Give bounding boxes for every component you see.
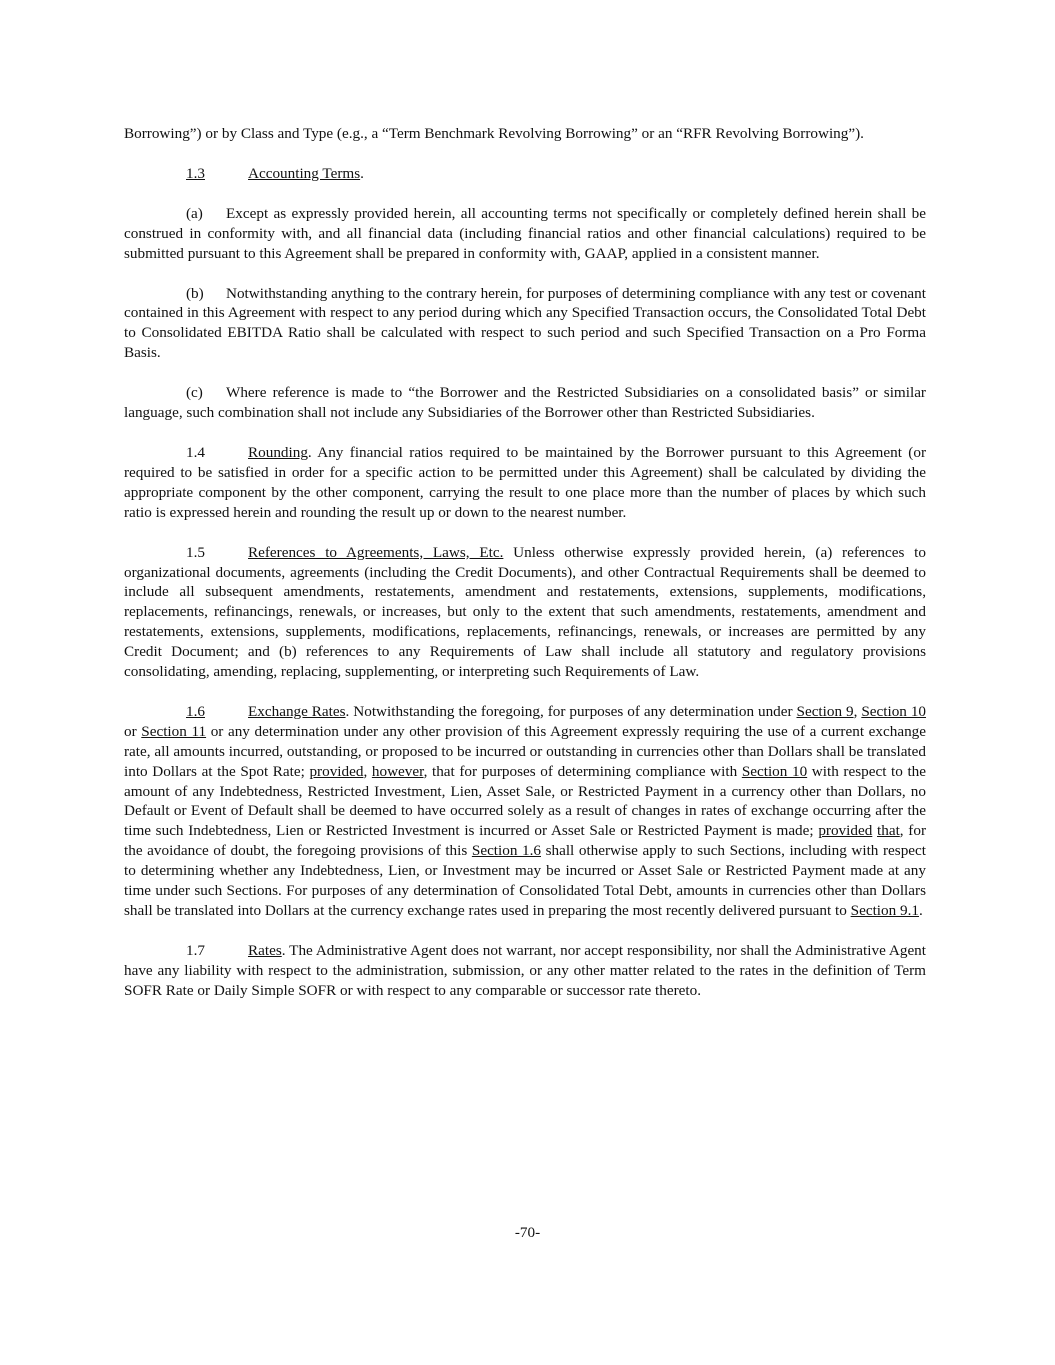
section-1-4-text: . Any financial ratios required to be maintained by the Borrower pursuant to this Agreement (or required to be satisfied in order for a specific action to be permitted under this Agreement) shall be calculated by dividing the appropriate component by the other component, carrying the result to one place more than the number of places by which such ratio is expressed herein and rounding the result up or down to the nearest number. [124,443,926,521]
section-1-3-period: . [360,164,364,182]
provided-term: provided [309,762,364,780]
section-1-6-reference[interactable]: Section 1.6 [471,842,541,860]
section-1-6-text-3: or [124,722,142,740]
section-1-3-c-text: Where reference is made to “the Borrower and the Restricted Subsidiaries on a consolidated basis” or similar language, such combination shall not include any Subsidiaries of the Borrower other than Restricted Subsidiaries. [124,384,926,422]
section-1-6-text-1: . Notwithstanding the foregoing, for purposes of any determination under [345,702,797,720]
section-1-6 [124,702,926,921]
section-1-6-text-5: , [363,762,372,780]
section-1-4-title: Rounding [248,443,308,461]
section-1-3-c-label: (c) [186,384,203,402]
however-term: however [371,762,424,780]
section-1-3-b-text: Notwithstanding anything to the contrary herein, for purposes of determining compliance with any test or covenant contained in this Agreement with respect to any period during which any Specified Transaction occurs, the Consolidated Total Debt to Consolidated EBITDA Ratio shall be calculated with respect to such period and such Specified Transaction on a Pro Forma Basis. [124,284,926,362]
section-1-6-text-10: shall otherwise apply to such Sections, including with respect to determining whether any Indebtedness, Lien, or Investment may be incurred or Asset Sale or Restricted Payment made at any time under such Sections. For purposes of any determination of Consolidated Total Debt, amounts in currencies other than Dollars shall be translated into Dollars at the currency exchange rates used in preparing the most recently delivered pursuant to [124,842,926,919]
section-1-3-title: Accounting Terms [248,164,361,182]
section-1-4 [124,443,926,523]
section-1-7-number: 1.7 [186,941,205,959]
section-1-6-text-11: . [918,902,923,919]
section-1-6-text-9: , for the avoidance of doubt, the foregoing provisions of this [124,822,926,860]
section-1-3-b [124,284,926,364]
section-1-5-title: References to Agreements, Laws, Etc. [248,543,504,561]
section-1-5 [124,543,926,682]
section-10-reference-2[interactable]: Section 10 [741,762,808,780]
section-1-6-title: Exchange Rates [248,702,346,720]
section-1-3-a-label: (a) [186,204,203,222]
section-9-reference[interactable]: Section 9 [796,702,854,720]
section-1-3-number: 1.3 [186,164,205,182]
section-1-4-number: 1.4 [186,443,205,461]
provided-term-2: provided [818,822,873,840]
section-1-3-c [124,383,926,423]
intro-paragraph: Borrowing”) or by Class and Type (e.g., a “Term Benchmark Revolving Borrowing” or an “RFR Revolving Borrowing”). [124,125,864,142]
section-1-6-text-7: with respect to the amount of any Indebtedness, Restricted Investment, Lien, Asset Sale, or Restricted Payment in a currency other than Dollars, no Default or Event of Default shall be deemed to have occurred solely as a result of changes in rates of exchange occurring after the time such Indebtedness, Lien or Restricted Investment is incurred or Asset Sale or Restricted Payment is made; [124,762,927,840]
section-11-reference[interactable]: Section 11 [141,722,207,740]
section-1-3-heading [186,164,926,184]
that-term: that [877,822,900,840]
section-1-6-text-2: , [853,702,862,720]
section-1-6-text-4: or any determination under any other provision of this Agreement expressly requiring the use of a current exchange rate, all amounts incurred, outstanding, or proposed to be incurred or outstanding in currencies other than Dollars shall be translated into Dollars at the Spot Rate; [124,722,926,780]
section-1-5-number: 1.5 [186,543,205,561]
section-1-7-title: Rates [248,941,282,959]
document-page [124,124,926,1021]
section-10-reference[interactable]: Section 10 [861,702,927,720]
section-1-7-text: . The Administrative Agent does not warrant, nor accept responsibility, nor shall the Administrative Agent have any liability with respect to the administration, submission, or any other matter related to the rates in the definition of Term SOFR Rate or Daily Simple SOFR or with respect to any comparable or successor rate thereto. [124,941,926,999]
section-1-7 [124,941,926,1001]
section-1-5-text: Unless otherwise expressly provided herein, (a) references to organizational documents, agreements (including the Credit Documents), and other Contractual Requirements shall be deemed to include all subsequent amendments, restatements, amendment and restatements, extensions, supplements, modifications, replacements, refinancings, renewals, or increases, but only to the extent that such amendments, restatements, amendment and restatements, extensions, supplements, modifications, replacements, refinancings, renewals, or increases are permitted by any Credit Document; and (b) references to any Requirements of Law shall include all statutory and regulatory provisions consolidating, amending, replacing, supplementing, or interpreting such Requirements of Law. [124,543,926,681]
page-number: -70- [514,1224,541,1241]
section-1-6-number: 1.6 [186,702,205,720]
section-1-3-b-label: (b) [186,284,204,302]
section-1-3-a-text: Except as expressly provided herein, all accounting terms not specifically or completely defined herein shall be construed in conformity with, and all financial data (including financial ratios and other financial calculations) required to be submitted pursuant to this Agreement shall be prepared in conformity with, GAAP, applied in a consistent manner. [124,204,926,262]
section-1-6-text-6: , that for purposes of determining compliance with [423,762,742,780]
section-1-3-a [124,204,926,264]
section-9-1-reference[interactable]: Section 9.1 [850,902,919,919]
